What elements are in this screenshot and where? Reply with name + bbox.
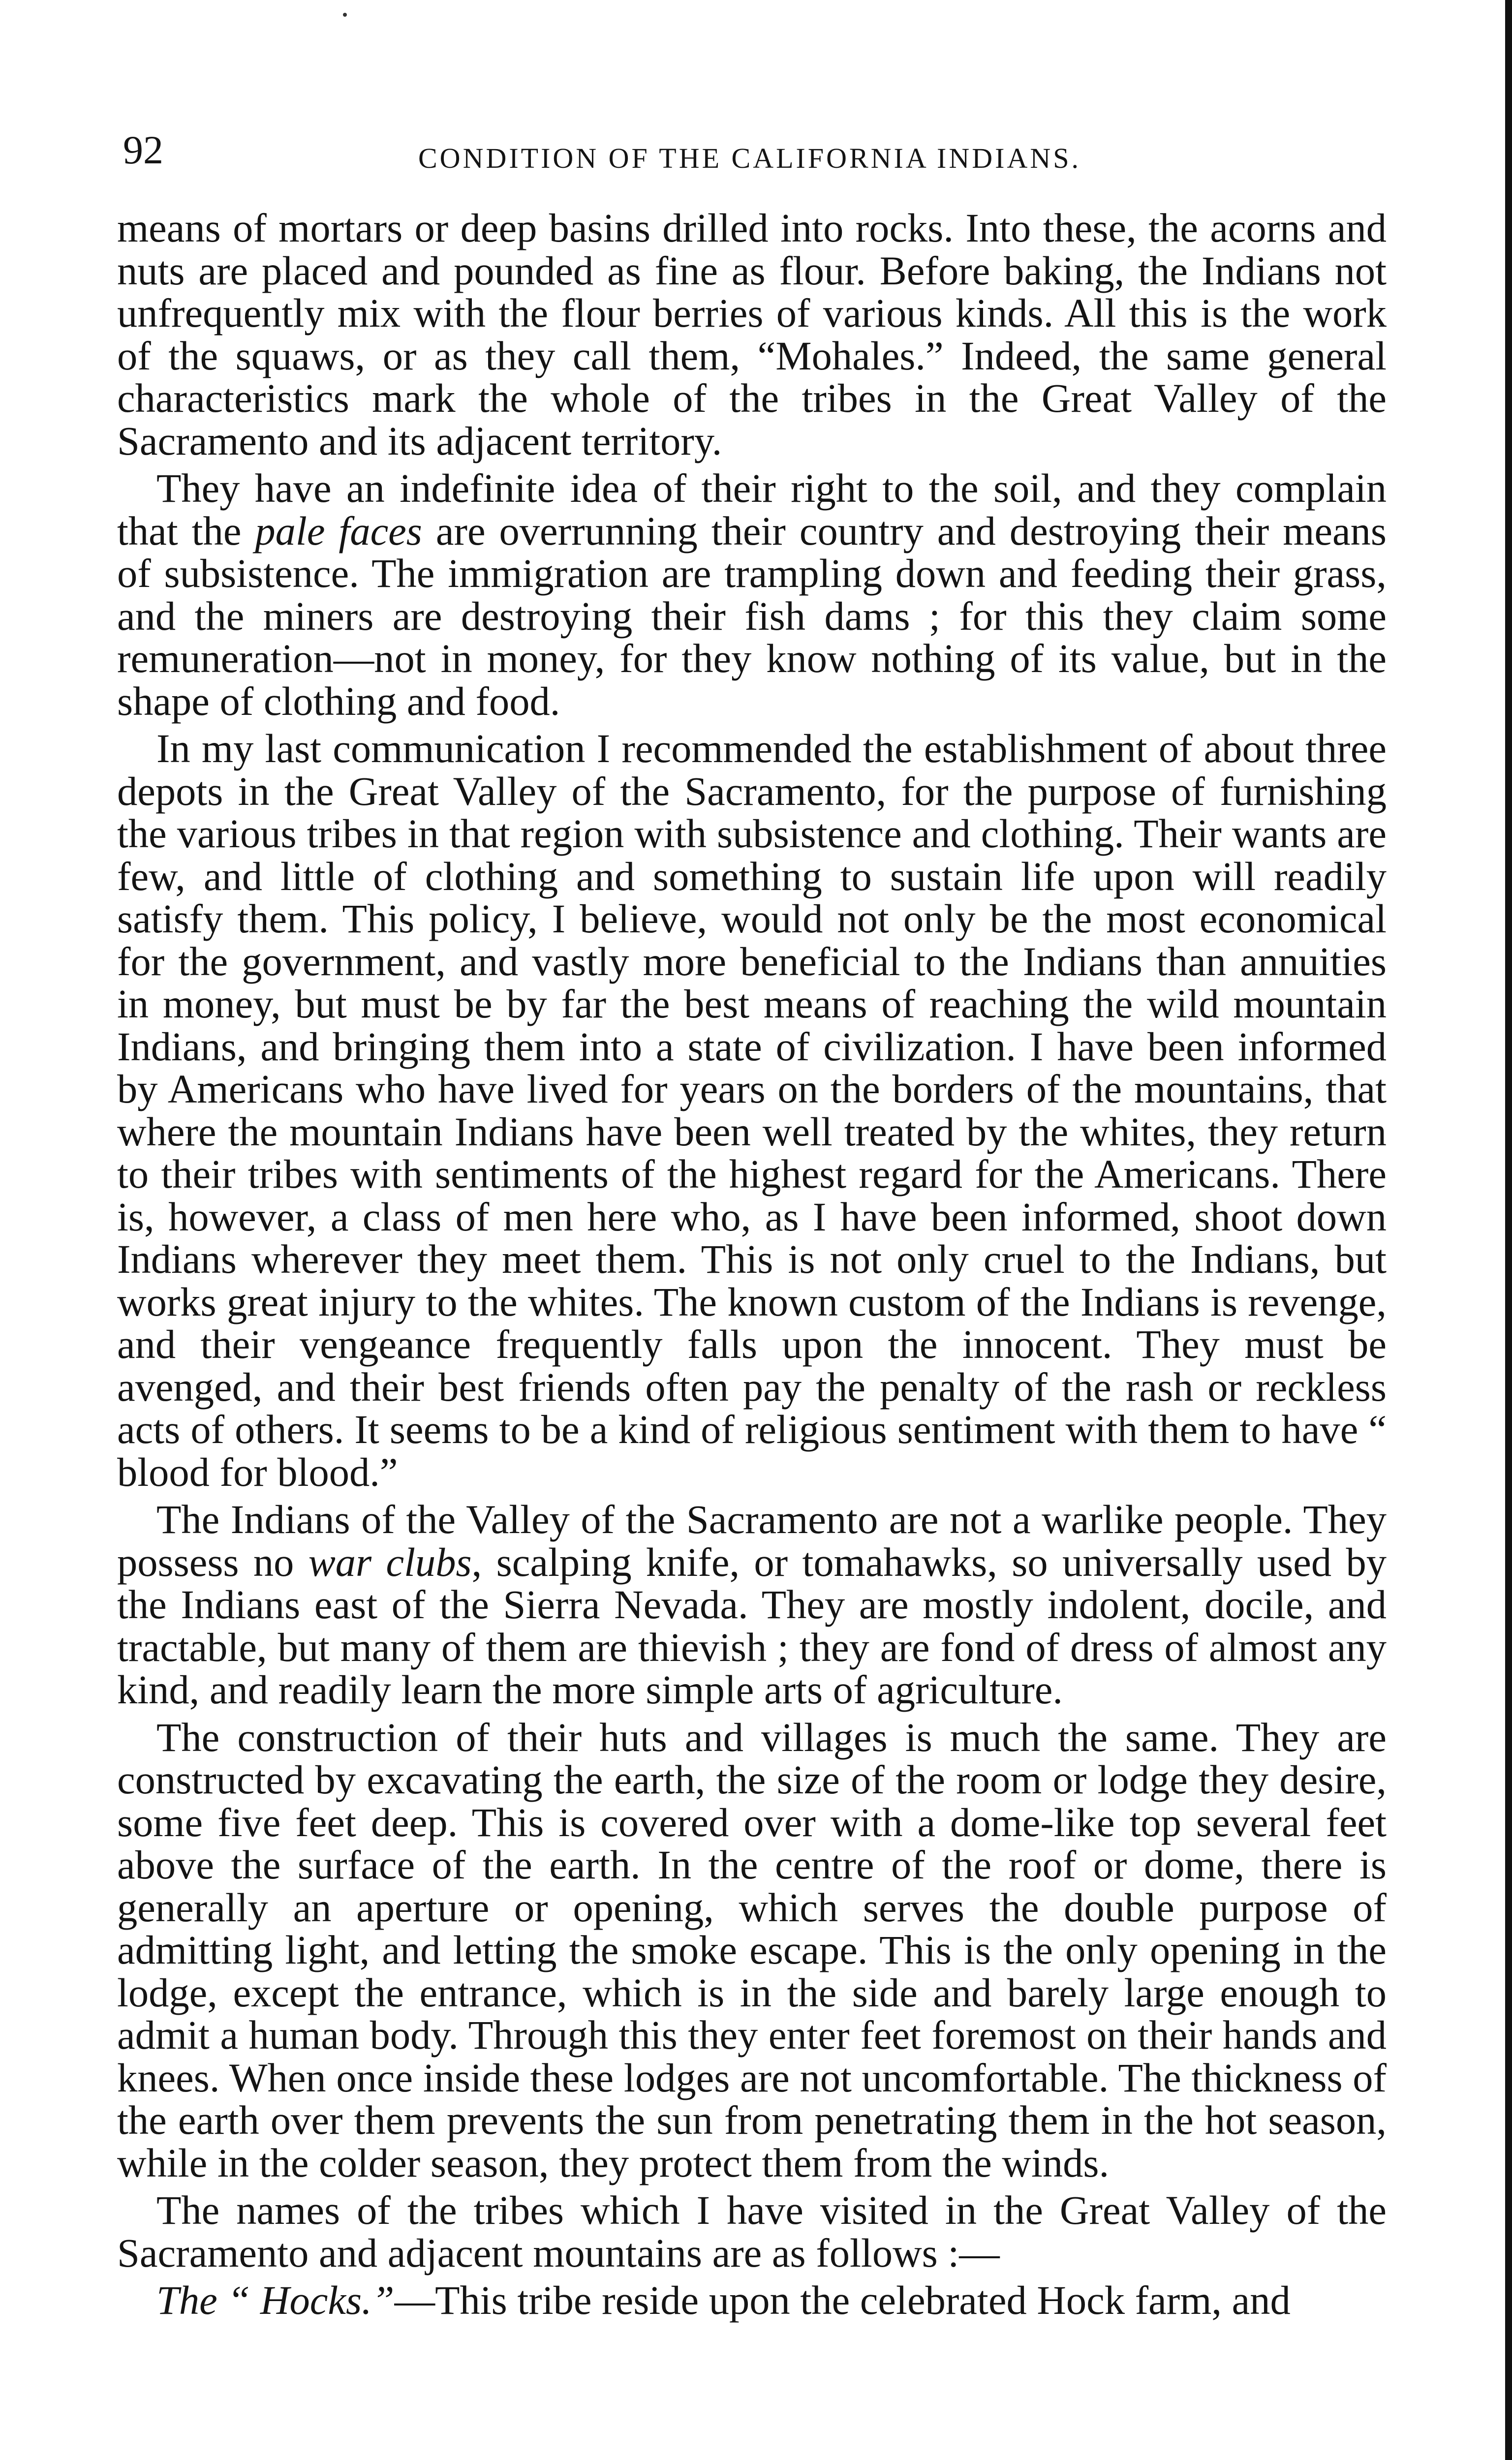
paragraph-2 [117, 467, 1387, 722]
paragraph-2-text-b: are overrunning their country and destroying their means of subsistence. The immigration are trampling down and feeding their grass, and the miners are destroying their fish dams ; for this they claim some remuneration—not in money, for they know nothing of its value, but in the shape of clothing and food. [117, 508, 1387, 724]
page-number: 92 [123, 127, 163, 172]
paragraph-2-italic: pale faces [255, 508, 422, 554]
paragraph-3: In my last communication I recommended the establishment of about three depots in the Great Valley of the Sacramento, for the purpose of furnishing the various tribes in that region with subsistence and clothing. Their wants are few, and little of clothing and something to sustain life upon will readily satisfy them. This policy, I believe, would not only be the most economical for the government, and vastly more beneficial to the Indians than annuities in money, but must be by far the best means of reaching the wild mountain Indians, and bringing them into a state of civilization. I have been informed by Americans who have lived for years on the borders of the mountains, that where the mountain Indians have been well treated by the whites, they return to their tribes with sentiments of the highest regard for the Americans. There is, however, a class of men here who, as I have been informed, shoot down Indians wherever they meet them. This is not only cruel to the Indians, but works great injury to the whites. The known custom of the Indians is revenge, and their vengeance frequently falls upon the innocent. They must be avenged, and their best friends often pay the penalty of the rash or reckless acts of others. It seems to be a kind of religious sentiment with them to have “ blood for blood.” [117, 726, 1387, 1495]
page-header [113, 125, 1392, 184]
print-speck [343, 13, 347, 17]
paragraph-4-text-b: , scalping knife, or tomahawks, so universally used by the Indians east of the Sierra Nevada. They are mostly indolent, docile, and tractable, but many of them are thievish ; they are fond of dress of almost any kind, and readily learn the more simple arts of agriculture. [117, 1539, 1387, 1712]
paragraph-4 [117, 1498, 1387, 1711]
paragraph-5: The construction of their huts and villages is much the same. They are constructed by excavating the earth, the size of the room or lodge they desire, some five feet deep. This is covered over with a dome-like top several feet above the surface of the earth. In the centre of the roof or dome, there is generally an aperture or opening, which serves the double purpose of admitting light, and letting the smoke escape. This is the only opening in the lodge, except the entrance, which is in the side and barely large enough to admit a human body. Through this they enter feet foremost on their hands and knees. When once inside these lodges are not uncomfortable. The thickness of the earth over them prevents the sun from penetrating them in the hot season, while in the colder season, they protect them from the winds. [117, 1714, 1387, 2185]
page-edge-right [1505, 0, 1512, 2460]
paragraph-6: The names of the tribes which I have visited in the Great Valley of the Sacramento and adjacent mountains are as follows :— [117, 2187, 1387, 2276]
paragraph-7-italic: The “ Hocks.” [156, 2277, 395, 2323]
body-text [117, 207, 1387, 2322]
paragraph-7 [117, 2279, 1387, 2322]
paragraph-4-italic: war clubs [308, 1539, 472, 1585]
paragraph-4-text-a: The Indians of the Valley of the Sacramento are not a warlike people. They possess no [117, 1497, 1387, 1585]
paragraph-2-text-a: They have an indefinite idea of their right to the soil, and they complain that the [117, 465, 1387, 554]
running-title: CONDITION OF THE CALIFORNIA INDIANS. [418, 142, 1081, 174]
paragraph-1: means of mortars or deep basins drilled into rocks. Into these, the acorns and nuts are placed and pounded as fine as flour. Before baking, the Indians not unfrequently mix with the flour berries of various kinds. All this is the work of the squaws, or as they call them, “Mohales.” Indeed, the same general characteristics mark the whole of the tribes in the Great Valley of the Sacramento and its adjacent territory. [117, 205, 1387, 463]
paragraph-7-text-b: —This tribe reside upon the celebrated Hock farm, and [394, 2277, 1291, 2323]
